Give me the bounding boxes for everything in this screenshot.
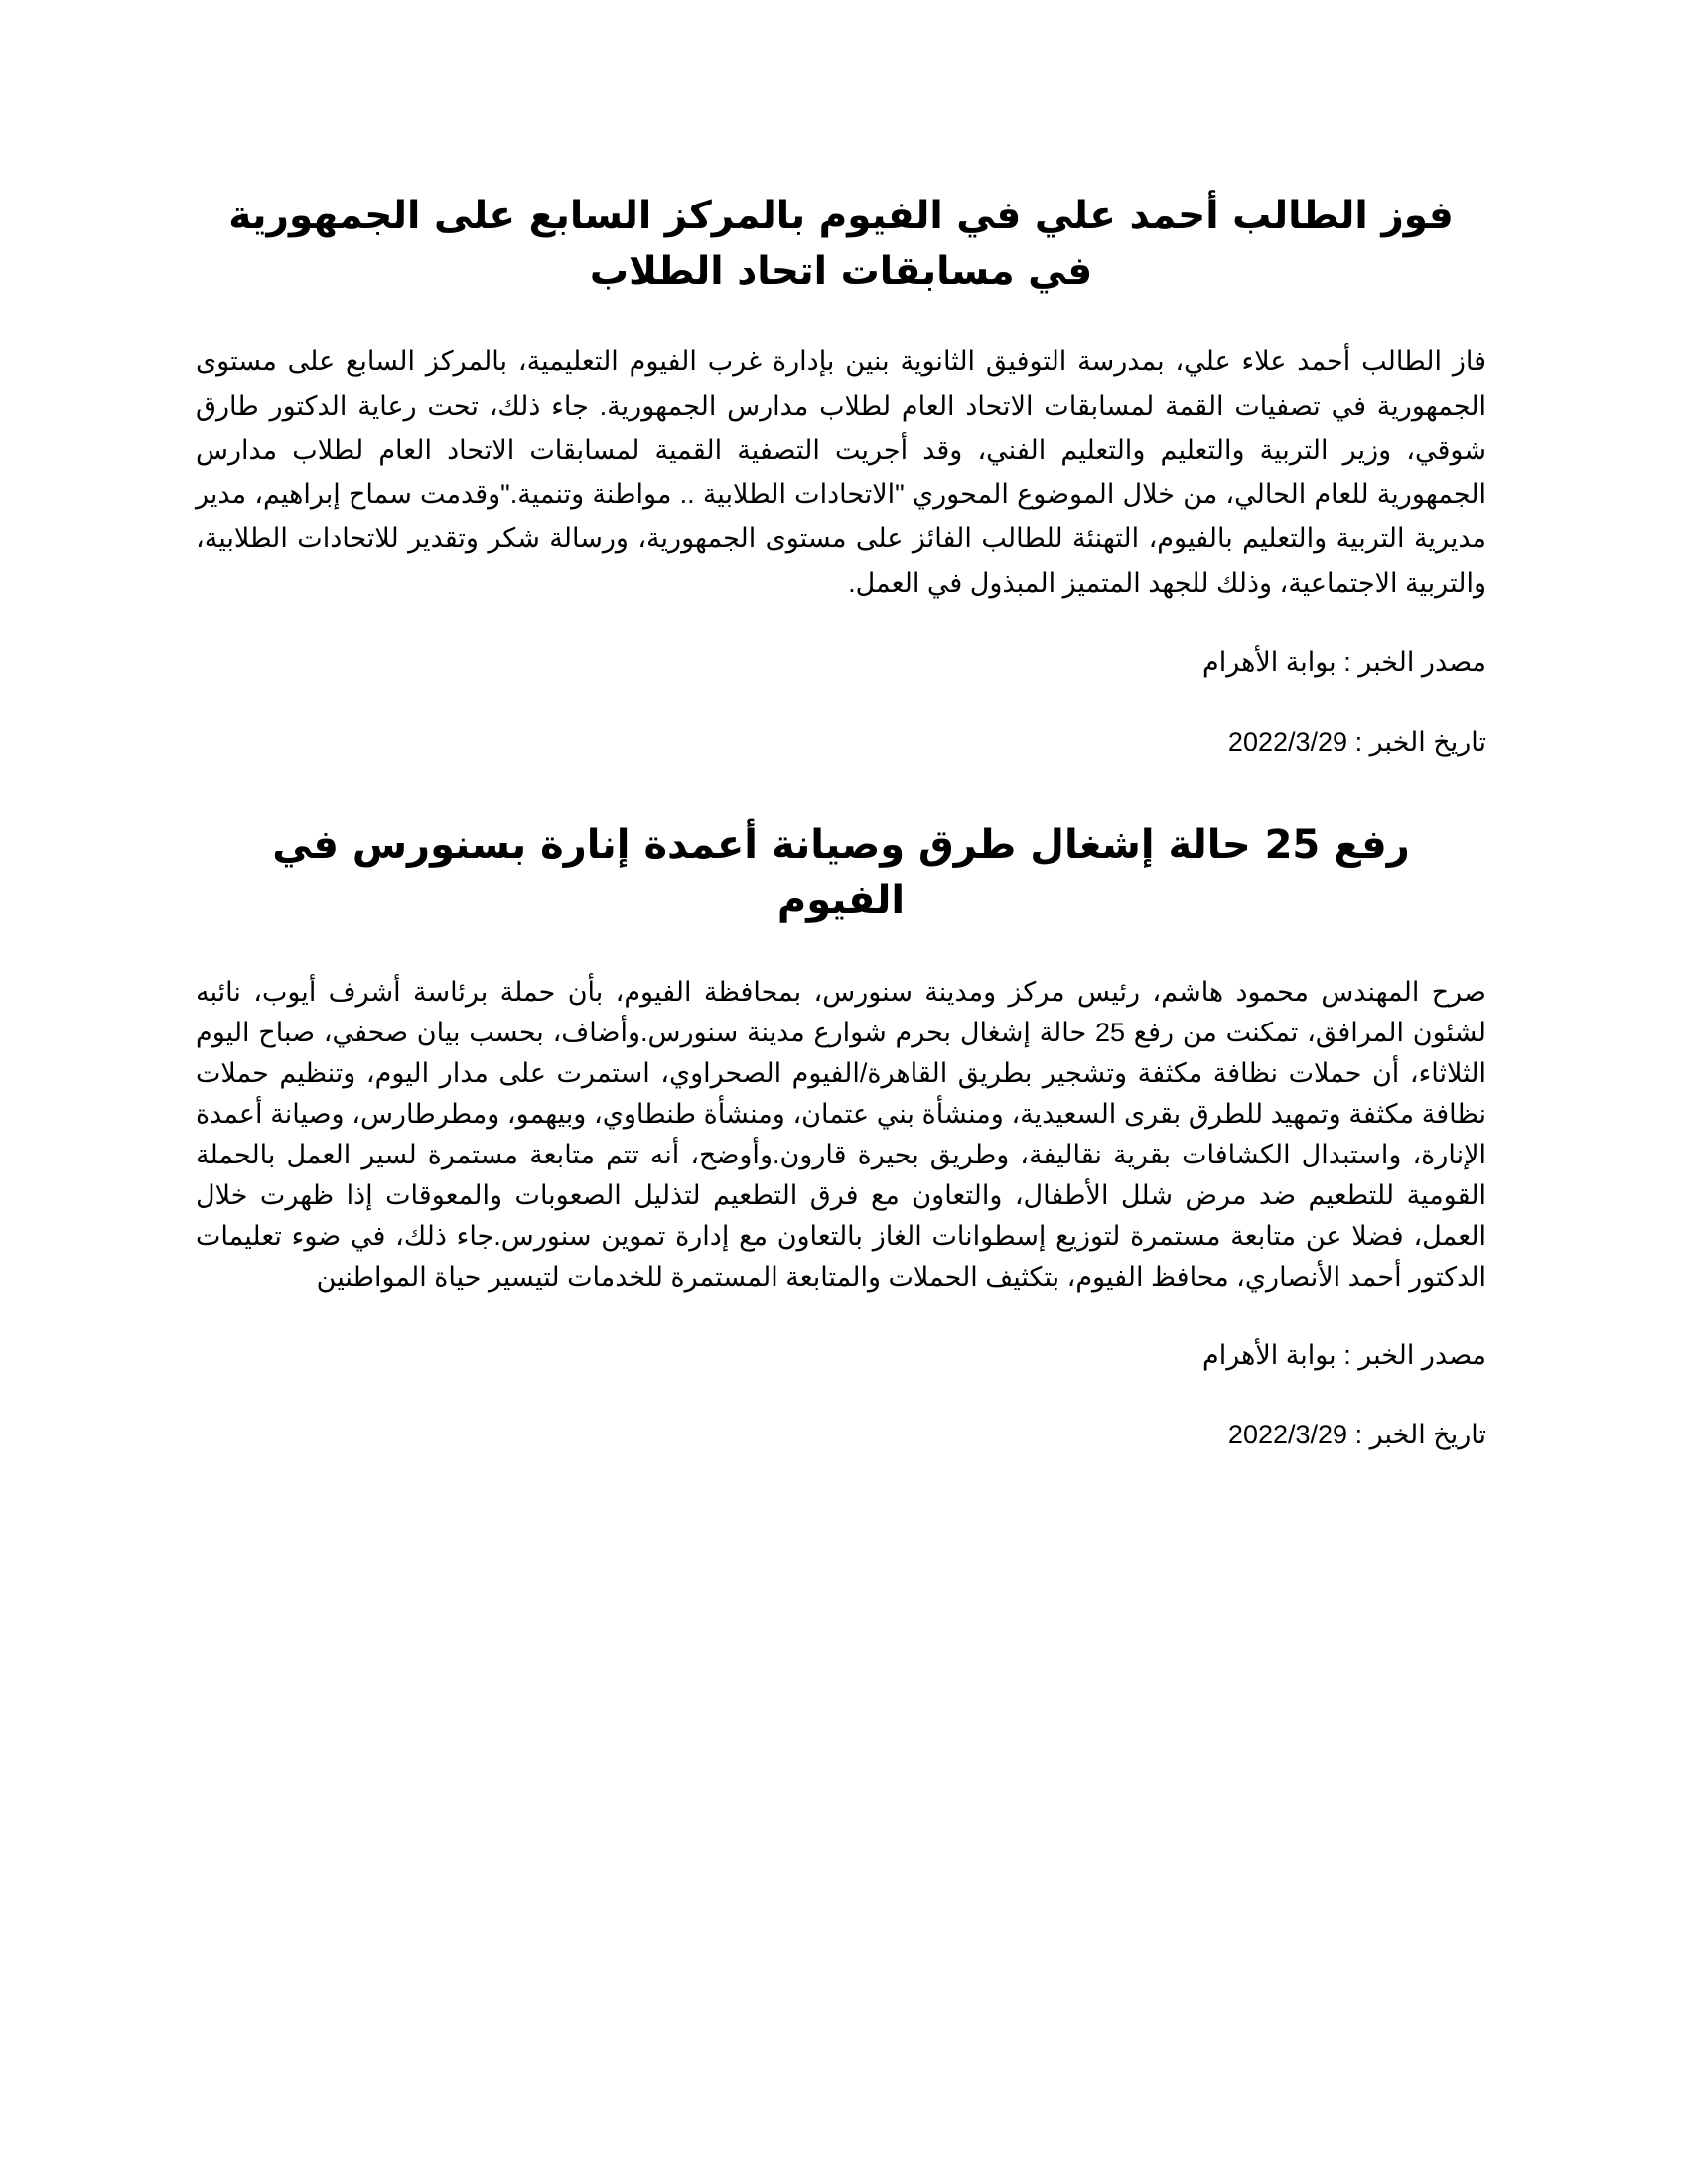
- news-article-2: [196, 817, 1486, 1454]
- document-page: [196, 189, 1486, 1454]
- news-source: مصدر الخبر : بوابة الأهرام: [1201, 1340, 1486, 1370]
- article-meta: [196, 1335, 1486, 1454]
- news-date-label: تاريخ الخبر :: [1354, 1420, 1486, 1449]
- article-meta: [196, 642, 1486, 761]
- news-date-value: 2022/3/29: [1227, 1420, 1348, 1449]
- news-article-1: [196, 189, 1486, 761]
- article-title: فوز الطالب أحمد علي في الفيوم بالمركز السابع على الجمهورية في مسابقات اتحاد الطلاب: [228, 194, 1454, 294]
- news-date-label: تاريخ الخبر :: [1354, 727, 1486, 756]
- news-date-value: 2022/3/29: [1227, 727, 1348, 756]
- news-date: [196, 722, 1486, 761]
- news-source: مصدر الخبر : بوابة الأهرام: [1201, 647, 1486, 677]
- article-body: فاز الطالب أحمد علاء علي، بمدرسة التوفيق الثانوية بنين بإدارة غرب الفيوم التعليمية، بالمركز السابع على مستوى الجمهورية في تصفيات القمة لمسابقات الاتحاد العام لطلاب مدارس الجمهورية. جاء ذلك، تحت رعاية الدكتور طارق شوقي، وزير التربية والتعليم والتعليم الفني، وقد أجريت التصفية القمية لمسابقات الاتحاد العام لطلاب مدارس الجمهورية للعام الحالي، من خلال الموضوع المحوري "الاتحادات الطلابية .. مواطنة وتنمية."وقدمت سماح إبراهيم، مدير مديرية التربية والتعليم بالفيوم، التهنئة للطالب الفائز على مستوى الجمهورية، ورسالة شكر وتقدير للاتحادات الطلابية، والتربية الاجتماعية، وذلك للجهد المتميز المبذول في العمل.: [196, 346, 1486, 598]
- article-body: صرح المهندس محمود هاشم، رئيس مركز ومدينة سنورس، بمحافظة الفيوم، بأن حملة برئاسة أشرف أيوب، نائبه لشئون المرافق، تمكنت من رفع 25 حالة إشغال بحرم شوارع مدينة سنورس.وأضاف، بحسب بيان صحفي، صباح اليوم الثلاثاء، أن حملات نظافة مكثفة وتشجير بطريق القاهرة/الفيوم الصحراوي، استمرت على مدار اليوم، وتنظيم حملات نظافة مكثفة وتمهيد للطرق بقرى السعيدية، ومنشأة بني عتمان، ومنشأة طنطاوي، وبيهمو، ومطرطارس، وصيانة أعمدة الإنارة، واستبدال الكشافات بقرية نقاليفة، وطريق بحيرة قارون.وأوضح، أنه تتم متابعة مستمرة لسير العمل بالحملة القومية للتطعيم ضد مرض شلل الأطفال، والتعاون مع فرق التطعيم لتذليل الصعوبات والمعوقات إذا ظهرت خلال العمل، فضلا عن متابعة مستمرة لتوزيع إسطوانات الغاز بالتعاون مع إدارة تموين سنورس.جاء ذلك، في ضوء تعليمات الدكتور أحمد الأنصاري، محافظ الفيوم، بتكثيف الحملات والمتابعة المستمرة للخدمات لتيسير حياة المواطنين: [196, 977, 1486, 1292]
- article-title: رفع 25 حالة إشغال طرق وصيانة أعمدة إنارة بسنورس في الفيوم: [272, 822, 1410, 923]
- news-date: [196, 1415, 1486, 1454]
